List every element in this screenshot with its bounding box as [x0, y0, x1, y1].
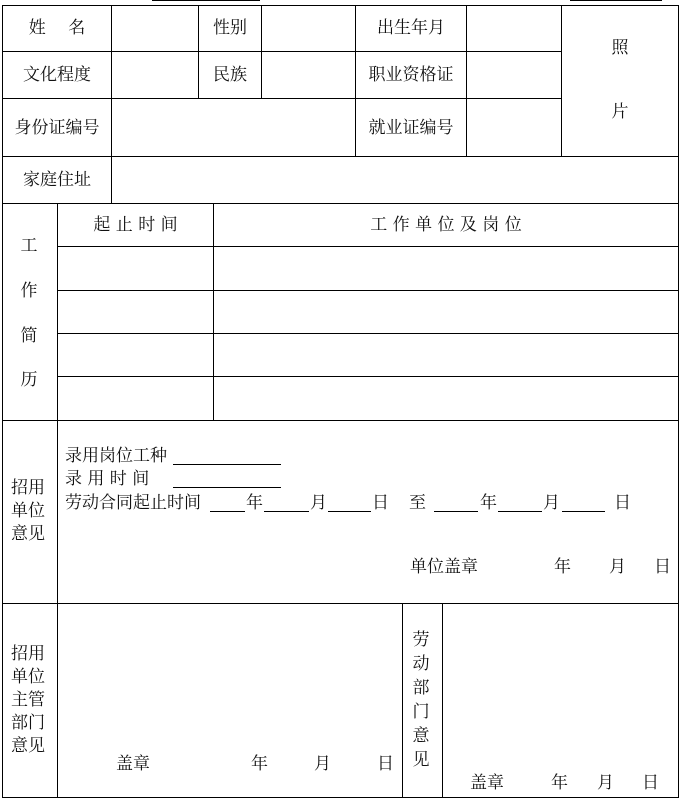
grid-line — [2, 603, 679, 604]
contract-start-year-blank[interactable] — [210, 511, 245, 512]
address-field[interactable] — [112, 157, 678, 203]
top-line-right — [570, 0, 662, 1]
supervisor-label-4: 部门 — [11, 713, 45, 733]
hiring-unit-label-1: 招用 — [11, 478, 45, 498]
contract-to: 至 — [409, 493, 426, 513]
labor-dept-char-6: 见 — [412, 750, 430, 770]
work-history-char-3: 简 — [20, 326, 38, 346]
education-field[interactable] — [112, 52, 198, 98]
supervisor-month: 月 — [314, 754, 331, 774]
hire-date-blank[interactable] — [173, 487, 281, 488]
hire-post-label: 录用岗位工种 — [65, 446, 167, 466]
supervisor-label-5: 意见 — [11, 736, 45, 756]
work-history-char-2: 作 — [20, 281, 38, 301]
qualification-field[interactable] — [467, 52, 561, 98]
supervisor-seal: 盖章 — [116, 754, 150, 774]
contract-end-day: 日 — [614, 493, 631, 513]
contract-start-year: 年 — [246, 493, 263, 513]
supervisor-day: 日 — [377, 754, 394, 774]
contract-start-day: 日 — [372, 493, 389, 513]
photo-label-top: 照 — [611, 38, 629, 58]
id-number-field[interactable] — [112, 99, 355, 156]
work-history-char-1: 工 — [20, 236, 38, 256]
grid-line — [442, 603, 443, 797]
grid-line — [678, 5, 679, 798]
supervisor-label-2: 单位 — [11, 667, 45, 687]
supervisor-label-1: 招用 — [11, 644, 45, 664]
id-number-label: 身份证编号 — [14, 118, 100, 138]
supervisor-label-3: 主管 — [11, 690, 45, 710]
employment-id-label: 就业证编号 — [368, 118, 454, 138]
hiring-unit-label-3: 意见 — [11, 524, 45, 544]
name-label: 姓 名 — [28, 18, 86, 38]
work-row[interactable] — [58, 291, 678, 333]
gender-field[interactable] — [262, 6, 355, 51]
labor-dept-char-4: 门 — [412, 702, 430, 722]
labor-dept-char-2: 动 — [412, 654, 430, 674]
unit-seal-year: 年 — [554, 557, 571, 577]
labor-dept-day: 日 — [642, 773, 659, 793]
period-column-header: 起 止 时 间 — [93, 215, 178, 235]
grid-line — [2, 420, 679, 421]
labor-dept-month: 月 — [597, 773, 614, 793]
ethnicity-field[interactable] — [262, 52, 355, 98]
unit-seal-month: 月 — [609, 557, 626, 577]
labor-dept-year: 年 — [551, 773, 568, 793]
name-field[interactable] — [112, 6, 198, 51]
hire-date-label: 录 用 时 间 — [65, 469, 150, 489]
employer-column-header: 工 作 单 位 及 岗 位 — [370, 215, 522, 235]
contract-start-month: 月 — [310, 493, 327, 513]
top-line-left — [152, 0, 260, 1]
birth-label: 出生年月 — [377, 18, 445, 38]
unit-seal-day: 日 — [654, 557, 671, 577]
work-row[interactable] — [58, 334, 678, 376]
work-history-char-4: 历 — [20, 370, 38, 390]
unit-seal-label: 单位盖章 — [410, 557, 478, 577]
photo-label-bottom: 片 — [611, 102, 629, 122]
contract-start-day-blank[interactable] — [328, 511, 371, 512]
ethnicity-label: 民族 — [213, 65, 247, 85]
grid-line — [2, 203, 679, 204]
work-row[interactable] — [58, 247, 678, 290]
qualification-label: 职业资格证 — [368, 65, 454, 85]
employment-id-field[interactable] — [467, 99, 561, 156]
birth-field[interactable] — [467, 6, 561, 51]
contract-start-month-blank[interactable] — [264, 511, 309, 512]
contract-end-month: 月 — [543, 493, 560, 513]
education-label: 文化程度 — [23, 65, 91, 85]
contract-end-year-blank[interactable] — [434, 511, 478, 512]
hire-post-blank[interactable] — [173, 464, 281, 465]
address-label: 家庭住址 — [23, 170, 91, 190]
hiring-unit-label-2: 单位 — [11, 501, 45, 521]
photo-box[interactable] — [562, 6, 678, 156]
supervisor-year: 年 — [251, 754, 268, 774]
grid-line — [2, 797, 679, 798]
labor-dept-char-3: 部 — [412, 678, 430, 698]
work-row[interactable] — [58, 377, 678, 420]
labor-dept-char-5: 意 — [412, 726, 430, 746]
contract-end-day-blank[interactable] — [562, 511, 605, 512]
labor-dept-seal: 盖章 — [470, 773, 504, 793]
contract-end-year: 年 — [480, 493, 497, 513]
labor-dept-char-1: 劳 — [412, 630, 430, 650]
grid-line — [402, 603, 403, 797]
contract-end-month-blank[interactable] — [498, 511, 542, 512]
gender-label: 性别 — [213, 18, 247, 38]
contract-period-label: 劳动合同起止时间 — [65, 493, 201, 513]
